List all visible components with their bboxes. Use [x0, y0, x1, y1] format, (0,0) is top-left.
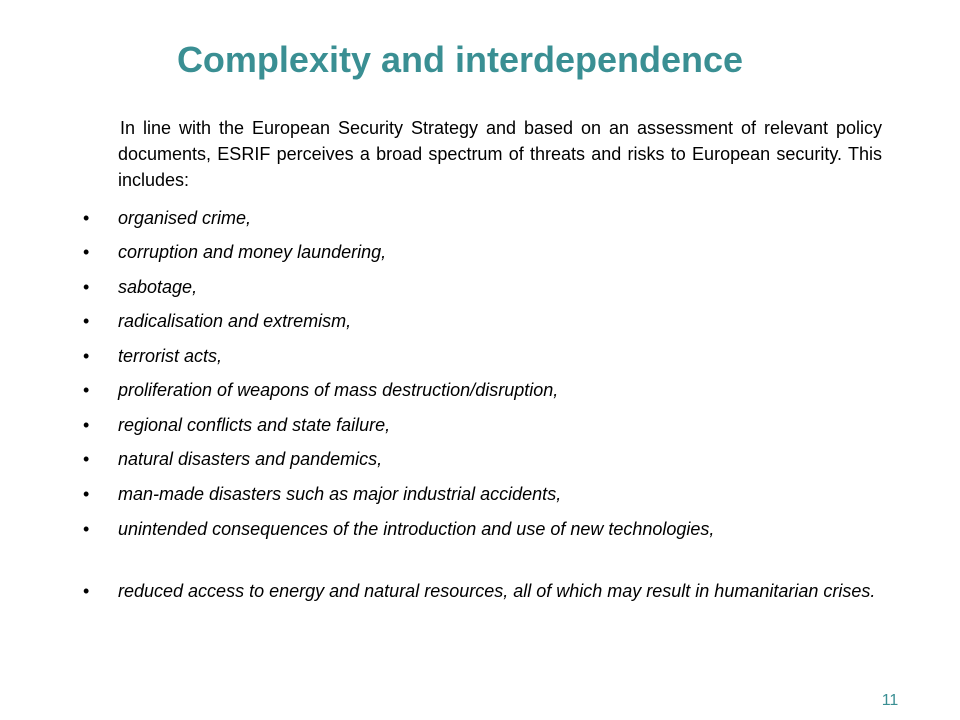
list-item-text: natural disasters and pandemics,	[118, 449, 383, 469]
list-item-text: proliferation of weapons of mass destruction/disruption,	[118, 380, 559, 400]
bullet-icon: •	[83, 449, 90, 469]
list-item-text: radicalisation and extremism,	[118, 311, 352, 331]
bullet-icon: •	[83, 519, 90, 539]
list-item-text: organised crime,	[118, 208, 252, 228]
bullet-icon: •	[83, 346, 90, 366]
bullet-icon: •	[83, 484, 90, 504]
list-item-text: unintended consequences of the introduction and use of new technologies,	[118, 519, 715, 539]
intro-paragraph: In line with the European Security Strategy and based on an assessment of relevant policy documents, ESRIF perceives a broad spectrum of threats and risks to European security. This includes:	[118, 118, 882, 190]
bullet-icon: •	[83, 242, 90, 262]
bullet-icon: •	[83, 415, 90, 435]
bullet-icon: •	[83, 277, 90, 297]
bullet-icon: •	[83, 311, 90, 331]
list-item-text: reduced access to energy and natural resources, all of which may result in humanitarian crises.	[118, 581, 876, 601]
list-item-text: sabotage,	[118, 277, 198, 297]
list-item-text: man-made disasters such as major industrial accidents,	[118, 484, 562, 504]
slide-title: Complexity and interdependence	[176, 39, 744, 80]
bullet-icon: •	[83, 380, 90, 400]
page-number: 11	[881, 692, 899, 709]
bullet-icon: •	[83, 208, 90, 228]
list-item-text: terrorist acts,	[118, 346, 223, 366]
list-item-text: regional conflicts and state failure,	[118, 415, 391, 435]
bullet-icon: •	[83, 581, 90, 601]
list-item-text: corruption and money laundering,	[118, 242, 387, 262]
